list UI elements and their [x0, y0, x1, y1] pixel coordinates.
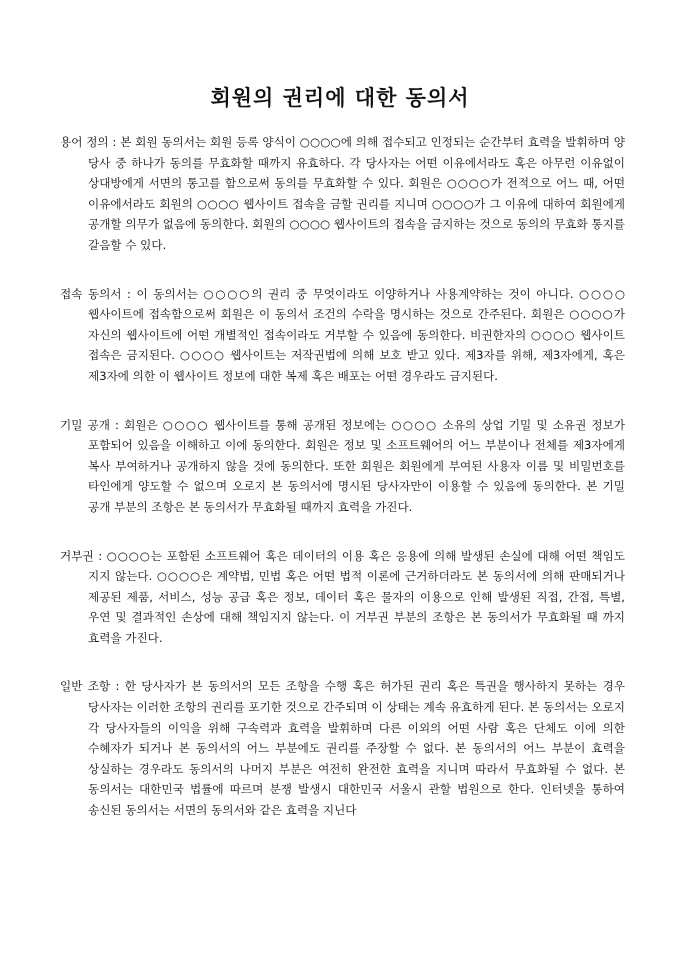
section-body: 이 동의서는 ○○○○의 권리 중 무엇이라도 이양하거나 사용계약하는 것이 아니다. ○○○○ 웹사이트에 접속함으로써 회원은 이 동의서 조건의 수락을 명시하는 것으로 간주된다. 회원은 ○○○○가 자신의 웹사이트에 어떤 개별적인 접속이라도 거부할 수 있음에 동의한다. 비권한자의 ○○○○ 웹사이트 접속은 금지된다. ○○○○ 웹사이트는 저작권법에 의해 보호 받고 있다. 제3자를 위해, 제3자에게, 혹은 제3자에 의한 이 웹사이트 정보에 대한 복제 혹은 배포는 어떤 경우라도 금지된다.	[88, 286, 625, 383]
section-body: 한 당사자가 본 동의서의 모든 조항을 수행 혹은 허가된 권리 혹은 특권을 행사하지 못하는 경우 당사자는 이러한 조항의 권리를 포기한 것으로 간주되며 이 상태는 계속 유효하게 된다. 본 동의서는 오로지 각 당사자들의 이익을 위해 구속력과 효력을 발휘하며 다른 이외의 어떤 사람 혹은 단체도 이에 의한 수혜자가 되거나 본 동의서의 어느 부분에도 권리를 주장할 수 없다. 본 동의서의 어느 부분이 효력을 상실하는 경우라도 동의서의 나머지 부분은 여전히 완전한 효력을 지니며 따라서 무효화될 수 없다. 본 동의서는 대한민국 법률에 따르며 분쟁 발생시 대한민국 서울시 관할 법원으로 한다. 인터넷을 통하여 송신된 동의서는 서면의 동의서와 같은 효력을 지닌다	[88, 679, 625, 818]
section-confidentiality	[60, 415, 625, 518]
section-heading: 용어 정의 :	[60, 135, 121, 149]
section-general-provisions	[60, 676, 625, 820]
section-access-agreement	[60, 284, 625, 387]
section-body: ○○○○는 포함된 소프트웨어 혹은 데이터의 이용 혹은 응용에 의해 발생된 손실에 대해 어떤 책임도 지지 않는다. ○○○○은 계약법, 민법 혹은 어떤 법적 이론에 근거하더라도 본 동의서에 의해 판매되거나 제공된 제품, 서비스, 성능 공급 혹은 정보, 데이터 혹은 물자의 이용으로 인해 발생된 직접, 간접, 특별, 우연 및 결과적인 손상에 대해 책임지지 않는다. 이 거부권 부분의 조항은 본 동의서가 무효화될 때 까지 효력을 가진다.	[88, 548, 625, 645]
section-heading: 거부권 :	[60, 548, 107, 563]
document-title: 회원의 권리에 대한 동의서	[210, 85, 470, 110]
document-body	[60, 132, 625, 849]
section-body: 회원은 ○○○○ 웹사이트를 통해 공개된 정보에는 ○○○○ 소유의 상업 기밀 및 소유권 정보가 포함되어 있음을 이해하고 이에 동의한다. 회원은 정보 및 소프트웨어의 어느 부분이나 전체를 제3자에게 복사 부여하거나 공개하지 않을 것에 동의한다. 또한 회원은 회원에게 부여된 사용자 이름 및 비밀번호를 타인에게 양도할 수 없으며 오로지 본 동의서에 명시된 당사자만이 이용할 수 있음에 동의한다. 본 기밀 공개 부분의 조항은 본 동의서가 무효화될 때까지 효력을 가진다.	[88, 417, 626, 514]
section-disclaimer	[60, 546, 625, 649]
section-definitions	[60, 132, 625, 256]
section-body: 본 회원 동의서는 회원 등록 양식이 ○○○○에 의해 접수되고 인정되는 순간부터 효력을 발휘하며 양 당사 중 하나가 동의를 무효화할 때까지 유효하다. 각 당사자는 어떤 이유에서라도 혹은 아무런 이유없이 상대방에게 서면의 통고를 함으로써 동의를 무효화할 수 있다. 회원은 ○○○○가 전적으로 어느 때, 어떤 이유에서라도 회원의 ○○○○ 웹사이트 접속을 금할 권리를 지니며 ○○○○가 그 이유에 대하여 회원에게 공개할 의무가 없음에 동의한다. 회원의 ○○○○ 웹사이트의 접속을 금지하는 것으로 동의의 무효화 통지를 갈음할 수 있다.	[88, 135, 625, 252]
section-heading: 일반 조항 :	[60, 679, 125, 694]
section-heading: 접속 동의서 :	[60, 286, 137, 301]
section-heading: 기밀 공개 :	[60, 417, 125, 432]
